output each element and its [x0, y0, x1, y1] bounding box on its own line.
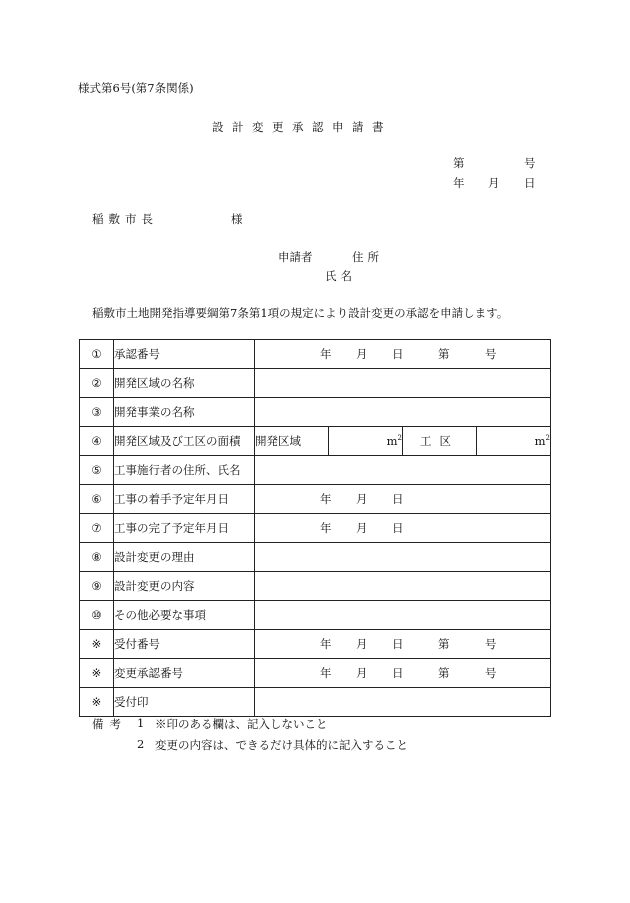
row-label: 工事の着手予定年月日 — [114, 485, 255, 514]
row-number: ※ — [80, 688, 114, 717]
change-content-field[interactable] — [255, 572, 551, 601]
row-label: 受付印 — [114, 688, 255, 717]
receipt-stamp-field[interactable] — [255, 688, 551, 717]
row-number: ① — [80, 340, 114, 369]
table-row — [80, 398, 551, 427]
table-row — [80, 340, 551, 369]
contractor-field[interactable] — [255, 456, 551, 485]
note-text: 変更の内容は、できるだけ具体的に記入すること — [155, 738, 408, 752]
row-label: 開発事業の名称 — [114, 398, 255, 427]
dev-area-label: 開発区域 — [255, 427, 329, 456]
dev-project-name-field[interactable] — [255, 398, 551, 427]
date-day: 日 — [524, 176, 536, 190]
receipt-number-field[interactable] — [255, 630, 551, 659]
other-matters-field[interactable] — [255, 601, 551, 630]
row-number: ⑤ — [80, 456, 114, 485]
unit-label: $m^2$ — [386, 434, 402, 448]
note-number: 1 — [137, 716, 145, 730]
statement: 稲敷市土地開発指導要綱第7条第1項の規定により設計変更の承認を申請します。 — [92, 306, 509, 320]
form-id: 様式第6号(第7条関係) — [78, 81, 194, 95]
unit-label: $m^2$ — [534, 434, 550, 448]
go-label: 号 — [485, 637, 497, 651]
go-label: 号 — [485, 666, 497, 680]
start-date-field[interactable] — [255, 485, 551, 514]
row-label: 開発区域の名称 — [114, 369, 255, 398]
row-number: ③ — [80, 398, 114, 427]
dai-label: 第 — [438, 666, 450, 680]
application-table — [79, 339, 551, 717]
dev-area-name-field[interactable] — [255, 369, 551, 398]
dai-label: 第 — [438, 347, 450, 361]
day-label: 日 — [392, 347, 404, 361]
row-label: 開発区域及び工区の面積 — [114, 427, 255, 456]
change-reason-field[interactable] — [255, 543, 551, 572]
addressee: 稲敷市長 — [92, 212, 158, 226]
table-row — [80, 514, 551, 543]
row-label: 工事の完了予定年月日 — [114, 514, 255, 543]
month-label: 月 — [356, 492, 368, 506]
table-row — [80, 688, 551, 717]
table-row — [80, 485, 551, 514]
row-number: ※ — [80, 630, 114, 659]
year-label: 年 — [320, 637, 332, 651]
table-row — [80, 572, 551, 601]
table-row — [80, 630, 551, 659]
notes-heading: 備考 — [92, 717, 127, 731]
date-month: 月 — [488, 176, 500, 190]
month-label: 月 — [356, 666, 368, 680]
row-label: 承認番号 — [114, 340, 255, 369]
row-label: 設計変更の内容 — [114, 572, 255, 601]
row-number: ⑨ — [80, 572, 114, 601]
change-approval-number-field[interactable] — [255, 659, 551, 688]
page-title: 設計変更承認申請書 — [212, 120, 392, 134]
month-label: 月 — [356, 521, 368, 535]
row-number: ⑩ — [80, 601, 114, 630]
work-area-label: 工区 — [403, 427, 477, 456]
applicant-label: 申請者 — [278, 250, 313, 264]
month-label: 月 — [356, 347, 368, 361]
row-label: 設計変更の理由 — [114, 543, 255, 572]
dev-area-value-field[interactable] — [329, 427, 403, 456]
year-label: 年 — [320, 666, 332, 680]
row-number: ⑦ — [80, 514, 114, 543]
month-label: 月 — [356, 637, 368, 651]
note-text: ※印のある欄は、記入しないこと — [155, 717, 328, 731]
work-area-value-field[interactable] — [477, 427, 551, 456]
address-label: 住所 — [352, 250, 383, 264]
table-row — [80, 369, 551, 398]
row-label: 工事施行者の住所、氏名 — [114, 456, 255, 485]
row-number: ⑧ — [80, 543, 114, 572]
table-row — [80, 659, 551, 688]
note-number: 2 — [137, 737, 145, 751]
day-label: 日 — [392, 666, 404, 680]
table-row — [80, 456, 551, 485]
completion-date-field[interactable] — [255, 514, 551, 543]
name-label: 氏名 — [325, 269, 356, 283]
go-label: 号 — [485, 347, 497, 361]
row-label: 変更承認番号 — [114, 659, 255, 688]
year-label: 年 — [320, 521, 332, 535]
number-prefix: 第 — [453, 156, 465, 170]
table-row — [80, 601, 551, 630]
row-number: ④ — [80, 427, 114, 456]
dai-label: 第 — [438, 637, 450, 651]
row-label: 受付番号 — [114, 630, 255, 659]
table-row — [80, 427, 551, 456]
year-label: 年 — [320, 492, 332, 506]
table-row — [80, 543, 551, 572]
day-label: 日 — [392, 521, 404, 535]
row-number: ⑥ — [80, 485, 114, 514]
year-label: 年 — [320, 347, 332, 361]
row-label: その他必要な事項 — [114, 601, 255, 630]
row-number: ② — [80, 369, 114, 398]
number-suffix: 号 — [524, 156, 536, 170]
date-year: 年 — [453, 176, 465, 190]
day-label: 日 — [392, 492, 404, 506]
row-number: ※ — [80, 659, 114, 688]
day-label: 日 — [392, 637, 404, 651]
approval-number-field[interactable] — [255, 340, 551, 369]
honorific: 様 — [231, 212, 243, 226]
